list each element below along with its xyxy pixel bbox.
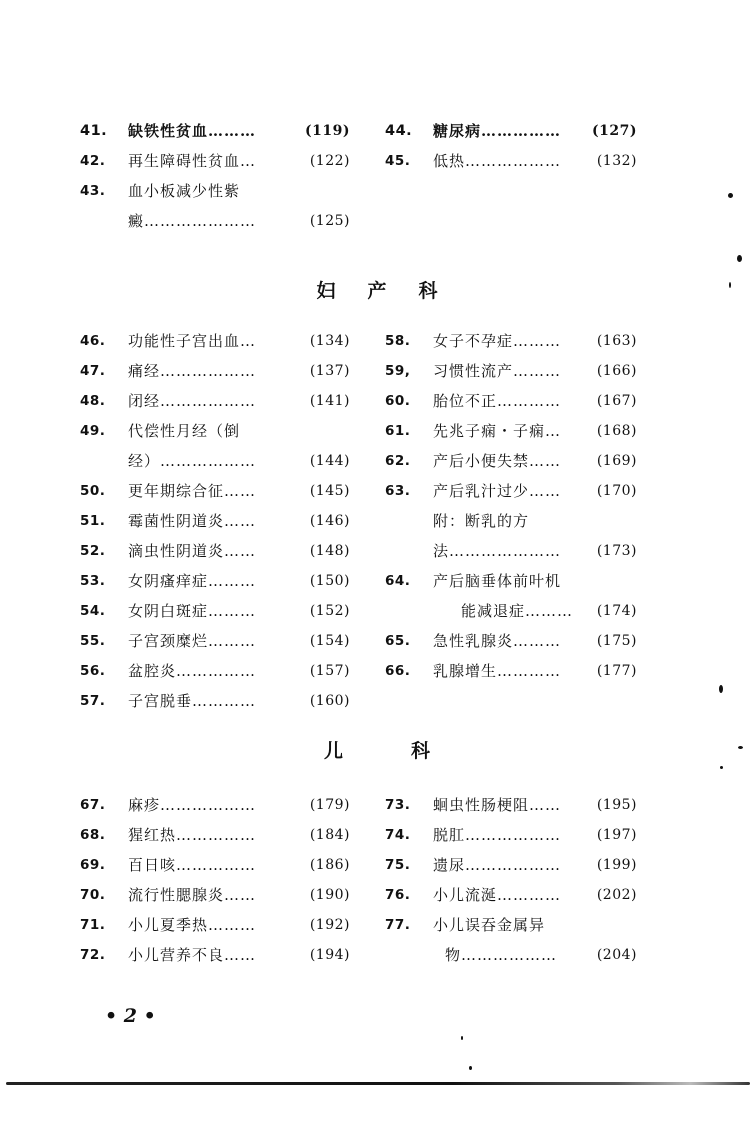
toc-entry (385, 146, 637, 176)
toc-entry: 68. 猩红热…………… (184) (80, 826, 350, 844)
toc-entry: 73. 蛔虫性肠梗阻…… (195) (385, 796, 637, 814)
entry-page: (127) (592, 123, 637, 139)
toc-column-pediatrics-right (385, 790, 637, 970)
toc-entry-continuation: 法………………… (173) (433, 542, 637, 560)
toc-entry-continuation: 能减退症……… (174) (461, 602, 637, 620)
entry-number: 44. (385, 123, 413, 139)
toc-entry: 77. 小儿误吞金属异 (385, 916, 546, 934)
toc-entry: 63. 产后乳汁过少…… (170) (385, 482, 637, 500)
toc-entry: 46. 功能性子宫出血… (134) (80, 332, 350, 350)
scan-speck (469, 1066, 472, 1070)
toc-entry: 74. 脱肛……………… (197) (385, 826, 637, 844)
toc-entry-continuation: 物……………… (204) (445, 946, 637, 964)
toc-entry: 56. 盆腔炎…………… (157) (80, 662, 350, 680)
section-heading-obstetrics-gynecology: 妇 产 科 (316, 280, 438, 302)
toc-entry: 48. 闭经……………… (141) (80, 392, 350, 410)
scan-speck (738, 746, 743, 749)
toc-entry (385, 116, 637, 146)
toc-entry: 55. 子宫颈糜烂……… (154) (80, 632, 350, 650)
toc-column-continued-left (80, 116, 350, 236)
toc-entry: 49. 代偿性月经（倒 (80, 422, 241, 440)
entry-page: (122) (309, 153, 350, 169)
toc-entry (80, 146, 350, 176)
entry-title: 再生障碍性贫血… (128, 152, 257, 170)
toc-entry: 58. 女子不孕症……… (163) (385, 332, 637, 350)
toc-entry: 57. 子宫脱垂………… (160) (80, 692, 350, 710)
toc-entry: 50. 更年期综合征…… (145) (80, 482, 350, 500)
toc-entry-continuation: 经）……………… (144) (128, 452, 350, 470)
entry-page: (125) (309, 213, 350, 229)
page-number: • 2 • (105, 1005, 156, 1027)
toc-entry: 51. 霉菌性阴道炎…… (146) (80, 512, 350, 530)
toc-entry: 53. 女阴瘙痒症……… (150) (80, 572, 350, 590)
toc-entry: 75. 遗尿……………… (199) (385, 856, 637, 874)
toc-entry: 52. 滴虫性阴道炎…… (148) (80, 542, 350, 560)
toc-entry: 64. 产后脑垂体前叶机 (385, 572, 562, 590)
toc-entry: 61. 先兆子痫・子痫… (168) (385, 422, 637, 440)
entry-title: 癜………………… (128, 212, 257, 230)
toc-entry: 76. 小儿流涎………… (202) (385, 886, 637, 904)
toc-entry: 69. 百日咳…………… (186) (80, 856, 350, 874)
toc-entry: 72. 小儿营养不良…… (194) (80, 946, 350, 964)
toc-entry: 70. 流行性腮腺炎…… (190) (80, 886, 350, 904)
scan-speck (720, 766, 723, 769)
toc-entry: 66. 乳腺增生………… (177) (385, 662, 637, 680)
toc-entry (80, 116, 350, 146)
toc-column-obgyn-left (80, 326, 350, 716)
toc-entry-continuation (80, 206, 350, 236)
toc-entry: 59, 习惯性流产……… (166) (385, 362, 637, 380)
entry-number: 42. (80, 153, 106, 169)
entry-title: 缺铁性贫血……… (128, 122, 257, 140)
entry-title: 低热……………… (433, 152, 562, 170)
entry-page: (132) (596, 153, 637, 169)
entry-number: 41. (80, 123, 108, 139)
entry-title: 血小板减少性紫 (128, 182, 241, 200)
toc-entry: 54. 女阴白斑症……… (152) (80, 602, 350, 620)
entry-title: 糖尿病…………… (433, 122, 562, 140)
section-heading-pediatrics: 儿 科 (323, 740, 431, 762)
toc-entry: 67. 麻疹……………… (179) (80, 796, 350, 814)
entry-number: 45. (385, 153, 411, 169)
toc-entry: 71. 小儿夏季热……… (192) (80, 916, 350, 934)
page-edge-rule (6, 1082, 750, 1085)
scan-speck (461, 1036, 463, 1040)
toc-column-pediatrics-left (80, 790, 350, 970)
entry-page: (119) (305, 123, 350, 139)
toc-entry: 62. 产后小便失禁…… (169) (385, 452, 637, 470)
scan-speck (737, 255, 742, 262)
toc-entry: 47. 痛经……………… (137) (80, 362, 350, 380)
entry-number: 43. (80, 183, 106, 199)
toc-entry: 65. 急性乳腺炎……… (175) (385, 632, 637, 650)
toc-entry-appendix: 附：断乳的方 (433, 512, 530, 530)
toc-column-continued-right (385, 116, 637, 176)
toc-entry: 60. 胎位不正………… (167) (385, 392, 637, 410)
toc-column-obgyn-right (385, 326, 637, 686)
scan-speck (729, 282, 731, 288)
scan-speck (719, 685, 723, 693)
toc-entry (80, 176, 350, 206)
scan-speck (728, 193, 733, 198)
